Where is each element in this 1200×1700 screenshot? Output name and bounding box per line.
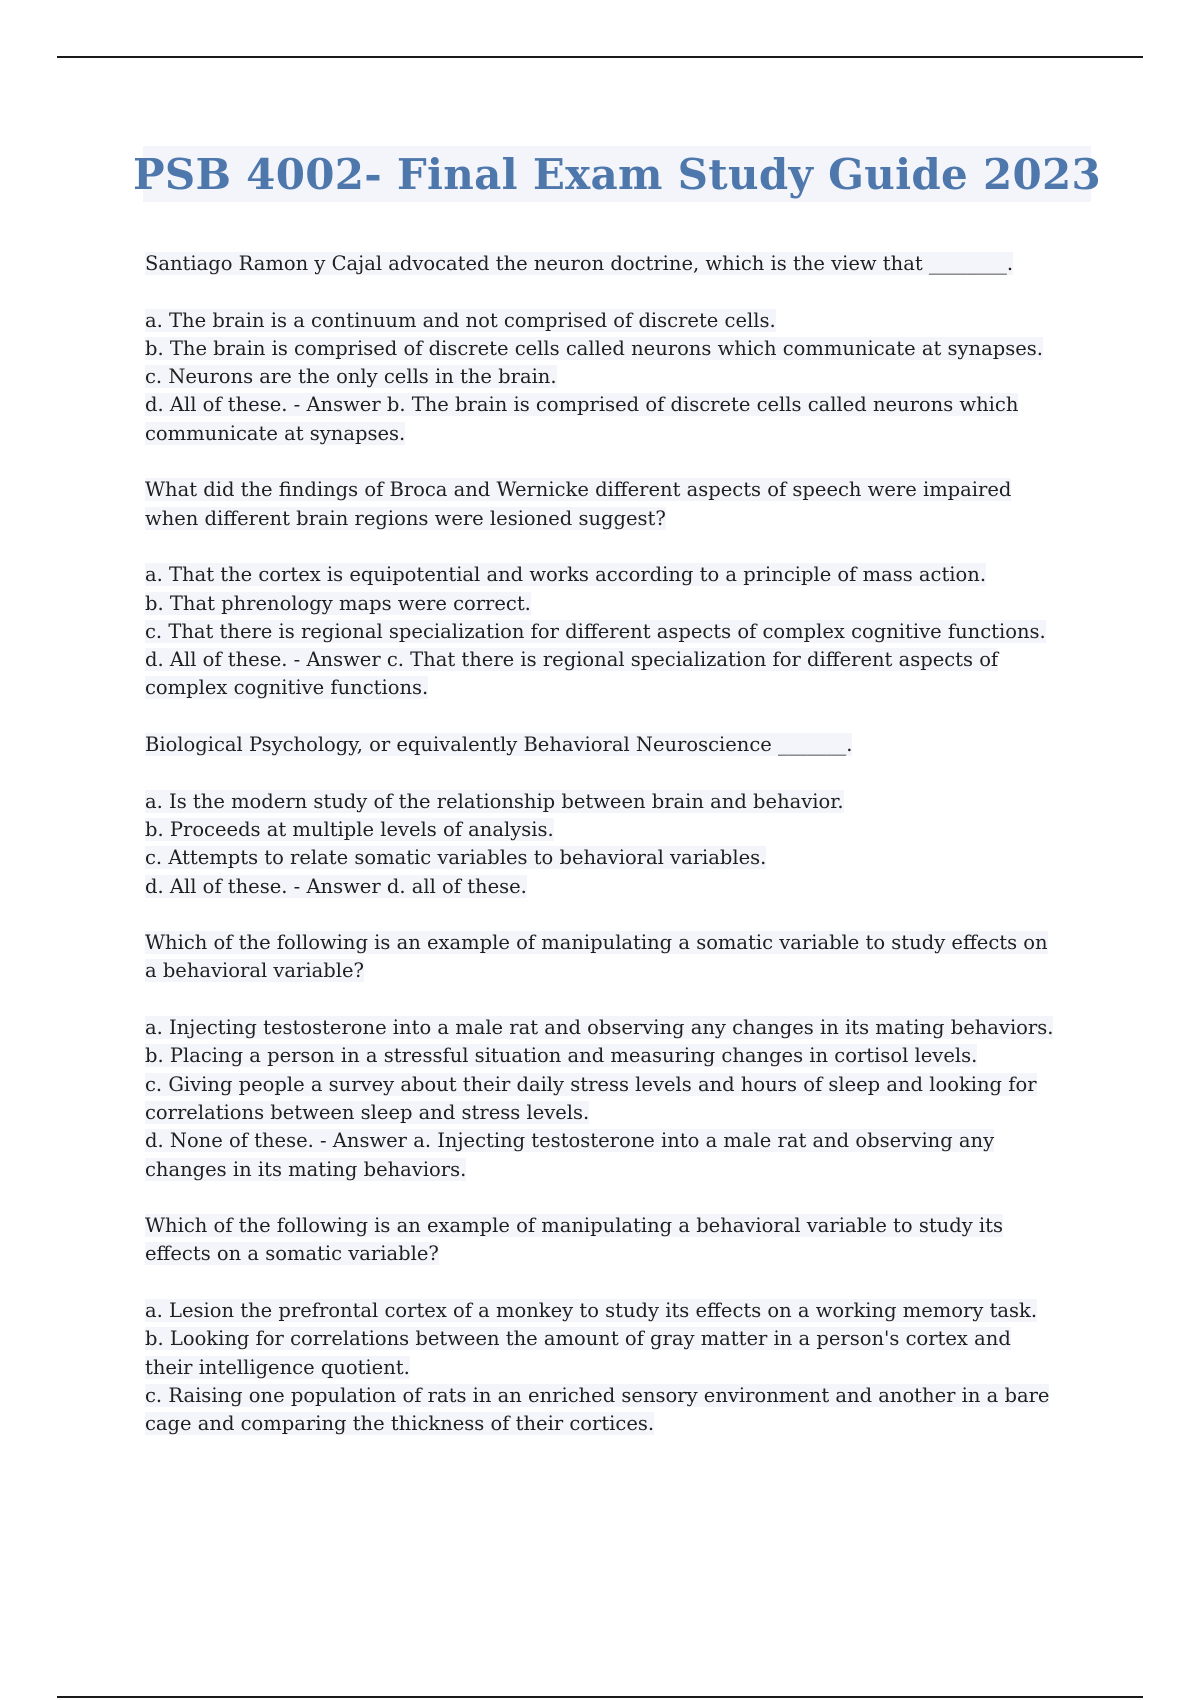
- option-line: changes in its mating behaviors.: [145, 1157, 467, 1181]
- option-line: a. Is the modern study of the relationship between brain and behavior.: [145, 789, 844, 813]
- option-line: c. Raising one population of rats in an enriched sensory environment and another in a bare: [145, 1383, 1050, 1407]
- prompt-line: Biological Psychology, or equivalently Behavioral Neuroscience _______.: [145, 733, 853, 757]
- page-title: PSB 4002- Final Exam Study Guide 2023: [132, 149, 1102, 199]
- option-line: communicate at synapses.: [145, 421, 406, 445]
- answer-options: [145, 561, 1080, 702]
- prompt-line: Which of the following is an example of manipulating a behavioral variable to study its: [145, 1214, 1004, 1238]
- answer-options: [145, 1014, 1080, 1184]
- answer-options: [145, 1297, 1080, 1438]
- option-line: b. The brain is comprised of discrete cells called neurons which communicate at synapses.: [145, 336, 1043, 360]
- option-line: a. That the cortex is equipotential and works according to a principle of mass action.: [145, 563, 987, 587]
- prompt-line: a behavioral variable?: [145, 959, 364, 983]
- option-line: c. Attempts to relate somatic variables to behavioral variables.: [145, 846, 767, 870]
- option-line: c. Neurons are the only cells in the brain.: [145, 365, 557, 389]
- question-prompt: [145, 731, 1080, 759]
- option-line: b. Proceeds at multiple levels of analysis.: [145, 817, 554, 841]
- top-rule: [57, 56, 1143, 58]
- option-line: a. Injecting testosterone into a male rat and observing any changes in its mating behaviors.: [145, 1016, 1054, 1040]
- option-line: d. All of these. - Answer d. all of these.: [145, 874, 527, 898]
- prompt-line: Santiago Ramon y Cajal advocated the neuron doctrine, which is the view that ________.: [145, 252, 1014, 275]
- prompt-line: Which of the following is an example of manipulating a somatic variable to study effects on: [145, 931, 1048, 955]
- option-line: c. That there is regional specialization for different aspects of complex cognitive functions.: [145, 619, 1046, 643]
- option-line: complex cognitive functions.: [145, 676, 429, 700]
- question-prompt: [145, 476, 1080, 533]
- question-prompt: [145, 929, 1080, 986]
- option-line: their intelligence quotient.: [145, 1355, 410, 1379]
- title-banner: [132, 146, 1102, 202]
- prompt-line: when different brain regions were lesioned suggest?: [145, 506, 666, 530]
- option-line: d. None of these. - Answer a. Injecting testosterone into a male rat and observing any: [145, 1129, 995, 1153]
- question-prompt: [145, 1212, 1080, 1269]
- prompt-line: What did the findings of Broca and Wernicke different aspects of speech were impaired: [145, 478, 1012, 502]
- answer-options: [145, 788, 1080, 901]
- question-prompt: [145, 250, 1080, 278]
- prompt-line: effects on a somatic variable?: [145, 1242, 439, 1266]
- study-guide-body: [145, 250, 1080, 1467]
- option-line: c. Giving people a survey about their daily stress levels and hours of sleep and looking for: [145, 1072, 1037, 1096]
- option-line: b. Placing a person in a stressful situation and measuring changes in cortisol levels.: [145, 1044, 978, 1068]
- answer-options: [145, 307, 1080, 448]
- bottom-rule: [57, 1696, 1143, 1698]
- option-line: a. Lesion the prefrontal cortex of a monkey to study its effects on a working memory task.: [145, 1298, 1038, 1322]
- option-line: d. All of these. - Answer c. That there is regional specialization for different aspects of: [145, 648, 999, 672]
- option-line: d. All of these. - Answer b. The brain is comprised of discrete cells called neurons which: [145, 393, 1019, 417]
- option-line: correlations between sleep and stress levels.: [145, 1100, 590, 1124]
- option-line: cage and comparing the thickness of their cortices.: [145, 1412, 655, 1436]
- option-line: b. Looking for correlations between the amount of gray matter in a person's cortex and: [145, 1327, 1011, 1351]
- option-line: b. That phrenology maps were correct.: [145, 591, 531, 615]
- option-line: a. The brain is a continuum and not comprised of discrete cells.: [145, 308, 776, 332]
